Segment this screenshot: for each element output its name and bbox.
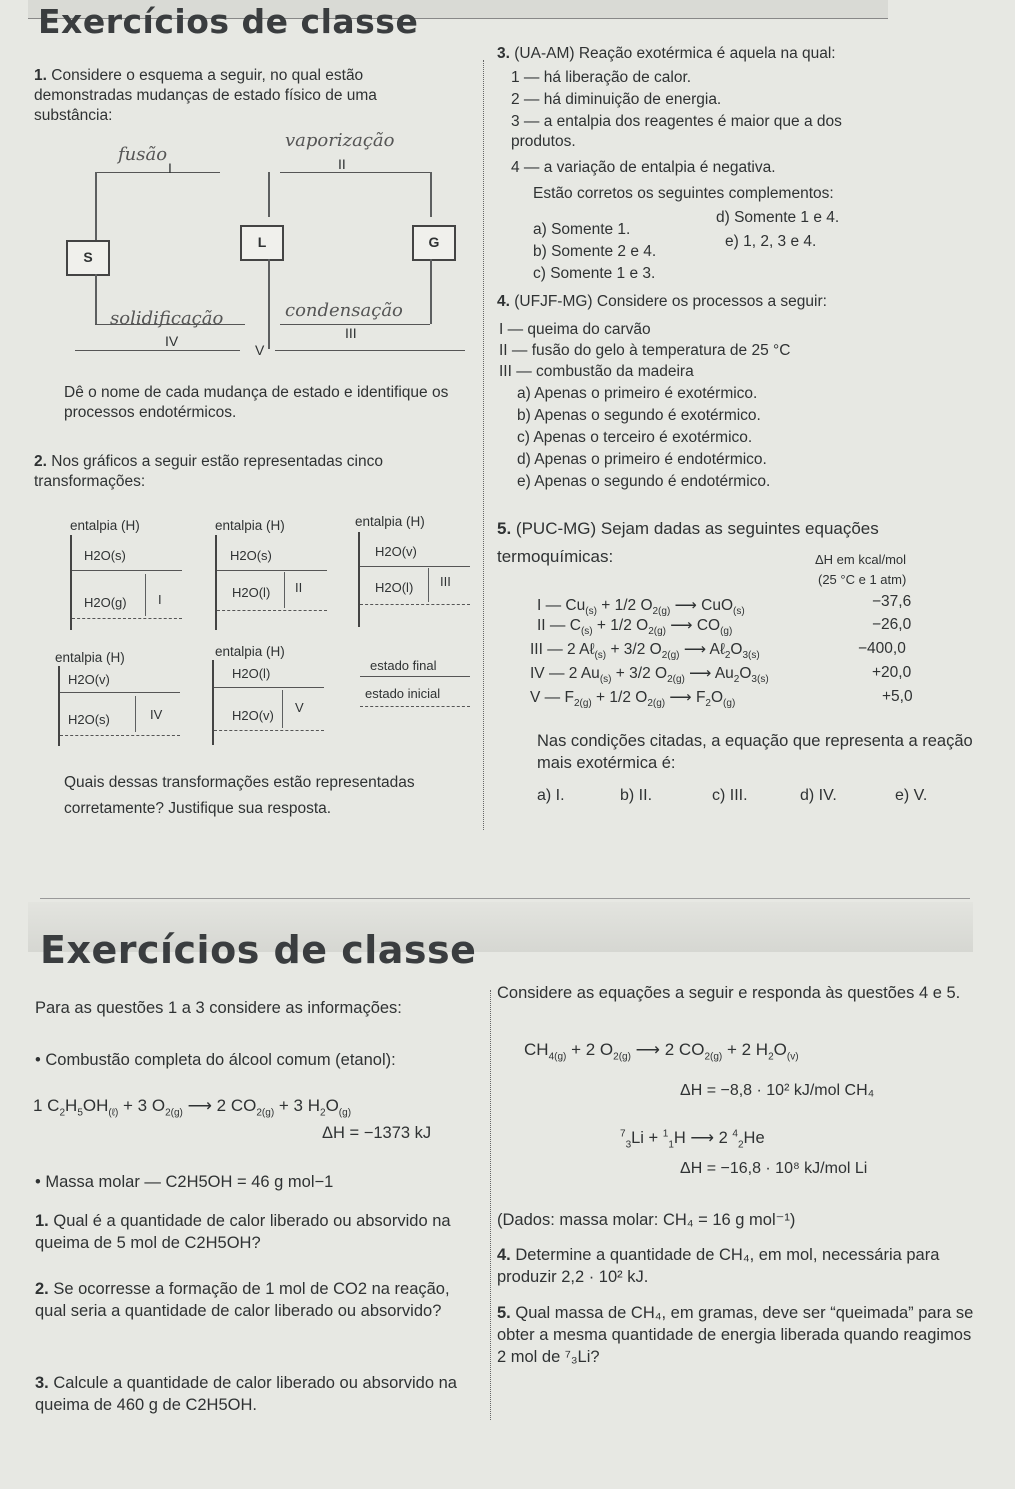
- handwritten-fusao: fusão: [118, 144, 168, 165]
- q2-statement: Nos gráficos a seguir estão representadas cinco transformações:: [34, 453, 383, 490]
- q4-opt-d: d) Apenas o primeiro é endotérmico.: [517, 451, 767, 468]
- graph3-roman: III: [440, 574, 451, 589]
- bottom-q1: 1. Qual é a quantidade de calor liberado ou absorvido na queima de 5 mol de C2H5OH?: [35, 1212, 451, 1252]
- box-liquid: L: [240, 225, 284, 261]
- q2-prompt: Quais dessas transformações estão representadas corretamente? Justifique sua resposta.: [64, 774, 415, 817]
- graph3-bottom: H2O(l): [375, 580, 414, 595]
- q4-item-1: I — queima do carvão: [499, 321, 651, 338]
- q5-eq-IV: IV — 2 $Au_{(s)} + 3/2$ $O_{2(g)}$ ⟶ $Au_2O_{3(s)}$: [530, 665, 769, 686]
- lithium-equation: $^7_3$Li + $^1_1$H ⟶ 2 $^4_2$He: [620, 1128, 765, 1151]
- box-solid: S: [66, 240, 110, 276]
- graph5-top: H2O(l): [232, 666, 271, 681]
- top-column-divider: [483, 60, 484, 830]
- q4-item-2: II — fusão do gelo à temperatura de 25 °C: [499, 342, 791, 359]
- graph2-roman: II: [295, 580, 303, 595]
- legend-initial: estado inicial: [365, 686, 441, 701]
- graph4-top: H2O(v): [68, 672, 110, 687]
- q3-item-1: 1 — há liberação de calor.: [511, 69, 692, 86]
- q1-number: 1.: [34, 67, 47, 84]
- top-q4: [497, 292, 997, 492]
- q5-eq-III: III — 2 Aℓ$_{(s)}$ + 3/2 $O_{2(g)}$ ⟶ $A\ell_2O_{3(s)}$: [530, 641, 760, 662]
- graph3-top: H2O(v): [375, 544, 417, 559]
- q5-eq-I: I — $Cu_{(s)} + 1/2$ $O_{2(g)}$ ⟶ CuO$_{(s)}$: [537, 597, 745, 618]
- q3-opt-c: c) Somente 1 e 3.: [533, 265, 656, 282]
- bottom-right-intro: Considere as equações a seguir e responda às questões 4 e 5.: [497, 984, 961, 1002]
- bottom-intro: Para as questões 1 a 3 considere as informações:: [35, 999, 402, 1017]
- top-q2-text: [34, 452, 454, 492]
- q5-eq-II: II — $C_{(s)} + 1/2$ $O_{2(g)}$ ⟶ $CO_{(g)}$: [537, 617, 733, 638]
- q3-item-2: 2 — há diminuição de energia.: [511, 91, 722, 108]
- q3-item-3: 3 — a entalpia dos reagentes é maior que a dos produtos.: [511, 113, 842, 150]
- graph5-bottom: H2O(v): [232, 708, 274, 723]
- methane-dh: ΔH = −8,8 · 10² kJ/mol CH₄: [680, 1082, 875, 1099]
- q4-opt-e: e) Apenas o segundo é endotérmico.: [517, 473, 771, 490]
- q4-statement: (UFJF-MG) Considere os processos a seguir:: [514, 293, 827, 310]
- legend-final: estado final: [370, 658, 437, 673]
- q5-statement: (PUC-MG) Sejam dadas as seguintes equações termoquímicas:: [497, 519, 879, 566]
- top-q1-text: [34, 66, 454, 126]
- q3-opt-d: d) Somente 1 e 4.: [716, 209, 840, 226]
- q5-opt-e: e) V.: [895, 787, 928, 804]
- top-banner-title: Exercícios de classe: [38, 2, 419, 41]
- q3-item-4: 4 — a variação de entalpia é negativa.: [511, 159, 776, 176]
- bottom-q5: 5. Qual massa de CH₄, em gramas, deve ser “queimada” para se obter a mesma quantidade de energia liberada quando reagimos 2 mol de ⁷₃Li?: [497, 1304, 974, 1366]
- ethanol-equation: 1 $C_2H_5OH_{(\ell)} + 3$ $O_{2(g)}$ ⟶ 2 $CO_{2(g)} + 3$ $H_2O_{(g)}$: [33, 1096, 352, 1119]
- label-II: II: [338, 156, 346, 172]
- handwritten-solidificacao: solidificação: [110, 308, 224, 329]
- graph1-bottom: H2O(g): [84, 595, 127, 610]
- q5-dh-II: −26,0: [872, 616, 912, 633]
- q3-statement: (UA-AM) Reação exotérmica é aquela na qual:: [514, 45, 836, 62]
- q3-prompt: Estão corretos os seguintes complementos:: [533, 185, 834, 202]
- bottom-bullet1: • Combustão completa do álcool comum (etanol):: [35, 1051, 396, 1069]
- q5-eq-V: V — $F_{2(g)} + 1/2$ $O_{2(g)}$ ⟶ $F_2O_{(g)}$: [530, 689, 736, 710]
- bottom-q3: 3. Calcule a quantidade de calor liberado ou absorvido na queima de 460 g de C2H5OH.: [35, 1374, 457, 1414]
- q3-opt-a: a) Somente 1.: [533, 221, 631, 238]
- q5-opt-c: c) III.: [712, 787, 748, 804]
- q5-dh-V: +5,0: [882, 688, 913, 705]
- q4-number: 4.: [497, 293, 510, 310]
- q5-number: 5.: [497, 519, 512, 538]
- q4-opt-a: a) Apenas o primeiro é exotérmico.: [517, 385, 758, 402]
- graph-axis-label-3: entalpia (H): [355, 514, 425, 529]
- q5-dh-III: −400,0: [858, 640, 906, 657]
- lithium-dh: ΔH = −16,8 · 10⁸ kJ/mol Li: [680, 1160, 868, 1177]
- label-V: V: [255, 342, 265, 358]
- bottom-banner-title: Exercícios de classe: [40, 928, 477, 972]
- methane-equation: $CH_{4(g)} + 2$ $O_{2(g)}$ ⟶ 2 $CO_{2(g)} + 2$ $H_2O_{(v)}$: [524, 1040, 799, 1063]
- top-q3: [497, 44, 997, 204]
- q1-prompt: Dê o nome de cada mudança de estado e identifique os processos endotérmicos.: [64, 384, 449, 421]
- label-III: III: [345, 325, 357, 341]
- section-divider: [40, 898, 970, 899]
- graph4-bottom: H2O(s): [68, 712, 110, 727]
- q5-prompt: Nas condições citadas, a equação que representa a reação mais exotérmica é:: [537, 732, 973, 772]
- q5-dh-header: ΔH em kcal/mol: [815, 552, 907, 567]
- q4-opt-c: c) Apenas o terceiro é exotérmico.: [517, 429, 753, 446]
- q5-opt-b: b) II.: [620, 787, 653, 804]
- q5-dh-IV: +20,0: [872, 664, 912, 681]
- graph-axis-label-4: entalpia (H): [55, 650, 125, 665]
- q1-statement: Considere o esquema a seguir, no qual estão demonstradas mudanças de estado físico de uma substância:: [34, 67, 377, 124]
- graph-axis-label: entalpia (H): [70, 518, 140, 533]
- q5-dh-cond: (25 °C e 1 atm): [818, 572, 907, 587]
- bottom-bullet2: • Massa molar — C2H5OH = 46 g mol−1: [35, 1173, 334, 1191]
- q2-number: 2.: [34, 453, 47, 470]
- q4-opt-b: b) Apenas o segundo é exotérmico.: [517, 407, 761, 424]
- graph-axis-label-2: entalpia (H): [215, 518, 285, 533]
- label-IV: IV: [165, 333, 179, 349]
- bottom-column-divider: [490, 990, 491, 1420]
- handwritten-condensacao: condensação: [285, 300, 403, 321]
- q5-opt-a: a) I.: [537, 787, 565, 804]
- graph5-roman: V: [295, 700, 304, 715]
- ethanol-dh: ΔH = −1373 kJ: [322, 1124, 432, 1142]
- q5-opt-d: d) IV.: [800, 787, 837, 804]
- graph4-roman: IV: [150, 707, 163, 722]
- q5-dh-I: −37,6: [872, 593, 912, 610]
- bottom-q4: 4. Determine a quantidade de CH₄, em mol, necessária para produzir 2,2 · 10² kJ.: [497, 1246, 940, 1286]
- graph2-bottom: H2O(l): [232, 585, 271, 600]
- handwritten-vaporizacao: vaporização: [285, 130, 395, 151]
- label-I: I: [168, 160, 172, 176]
- q3-number: 3.: [497, 45, 510, 62]
- bottom-dados: (Dados: massa molar: CH₄ = 16 g mol⁻¹): [497, 1211, 796, 1229]
- q3-opt-e: e) 1, 2, 3 e 4.: [725, 233, 817, 250]
- q4-item-3: III — combustão da madeira: [499, 363, 694, 380]
- graph1-roman: I: [158, 592, 162, 607]
- q3-opt-b: b) Somente 2 e 4.: [533, 243, 657, 260]
- graph1-top: H2O(s): [84, 548, 126, 563]
- box-gas: G: [412, 225, 456, 261]
- graph2-top: H2O(s): [230, 548, 272, 563]
- graph-axis-label-5: entalpia (H): [215, 644, 285, 659]
- bottom-q2: 2. Se ocorresse a formação de 1 mol de CO2 na reação, qual seria a quantidade de calor liberado ou absorvido?: [35, 1280, 450, 1320]
